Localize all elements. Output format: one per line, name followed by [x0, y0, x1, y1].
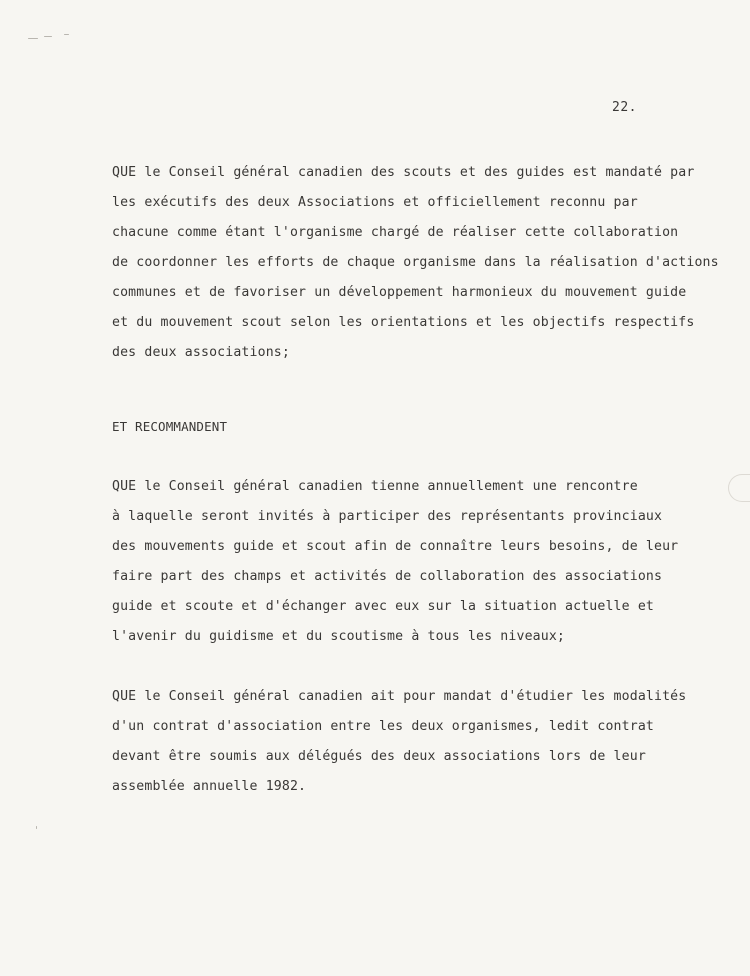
text-line: communes et de favoriser un développement harmonieux du mouvement guide: [112, 285, 687, 300]
paragraph-contract-study: [112, 682, 712, 802]
paragraph-annual-meeting: [112, 472, 712, 652]
paper-speck: [44, 36, 52, 37]
paper-speck: [64, 34, 69, 35]
text-line: devant être soumis aux délégués des deux associations lors de leur: [112, 749, 646, 764]
section-heading: ET RECOMMANDENT: [112, 419, 228, 434]
page-number: 22.: [612, 100, 637, 115]
text-line: des deux associations;: [112, 345, 290, 360]
text-line: les exécutifs des deux Associations et officiellement reconnu par: [112, 195, 638, 210]
text-line: QUE le Conseil général canadien des scouts et des guides est mandaté par: [112, 165, 695, 180]
text-line: des mouvements guide et scout afin de connaître leurs besoins, de leur: [112, 539, 679, 554]
paper-speck: [28, 38, 38, 39]
paper-speck: [36, 826, 37, 829]
margin-punch-mark: [728, 474, 750, 502]
text-line: QUE le Conseil général canadien tienne annuellement une rencontre: [112, 479, 638, 494]
text-line: de coordonner les efforts de chaque organisme dans la réalisation d'actions: [112, 255, 719, 270]
text-line: assemblée annuelle 1982.: [112, 779, 307, 794]
text-line: à laquelle seront invités à participer des représentants provinciaux: [112, 509, 663, 524]
paragraph-mandate: [112, 158, 719, 368]
text-line: faire part des champs et activités de collaboration des associations: [112, 569, 663, 584]
text-line: l'avenir du guidisme et du scoutisme à tous les niveaux;: [112, 629, 566, 644]
text-line: et du mouvement scout selon les orientations et les objectifs respectifs: [112, 315, 695, 330]
text-line: guide et scoute et d'échanger avec eux sur la situation actuelle et: [112, 599, 654, 614]
text-line: QUE le Conseil général canadien ait pour mandat d'étudier les modalités: [112, 689, 687, 704]
text-line: chacune comme étant l'organisme chargé de réaliser cette collaboration: [112, 225, 679, 240]
text-line: d'un contrat d'association entre les deux organismes, ledit contrat: [112, 719, 654, 734]
